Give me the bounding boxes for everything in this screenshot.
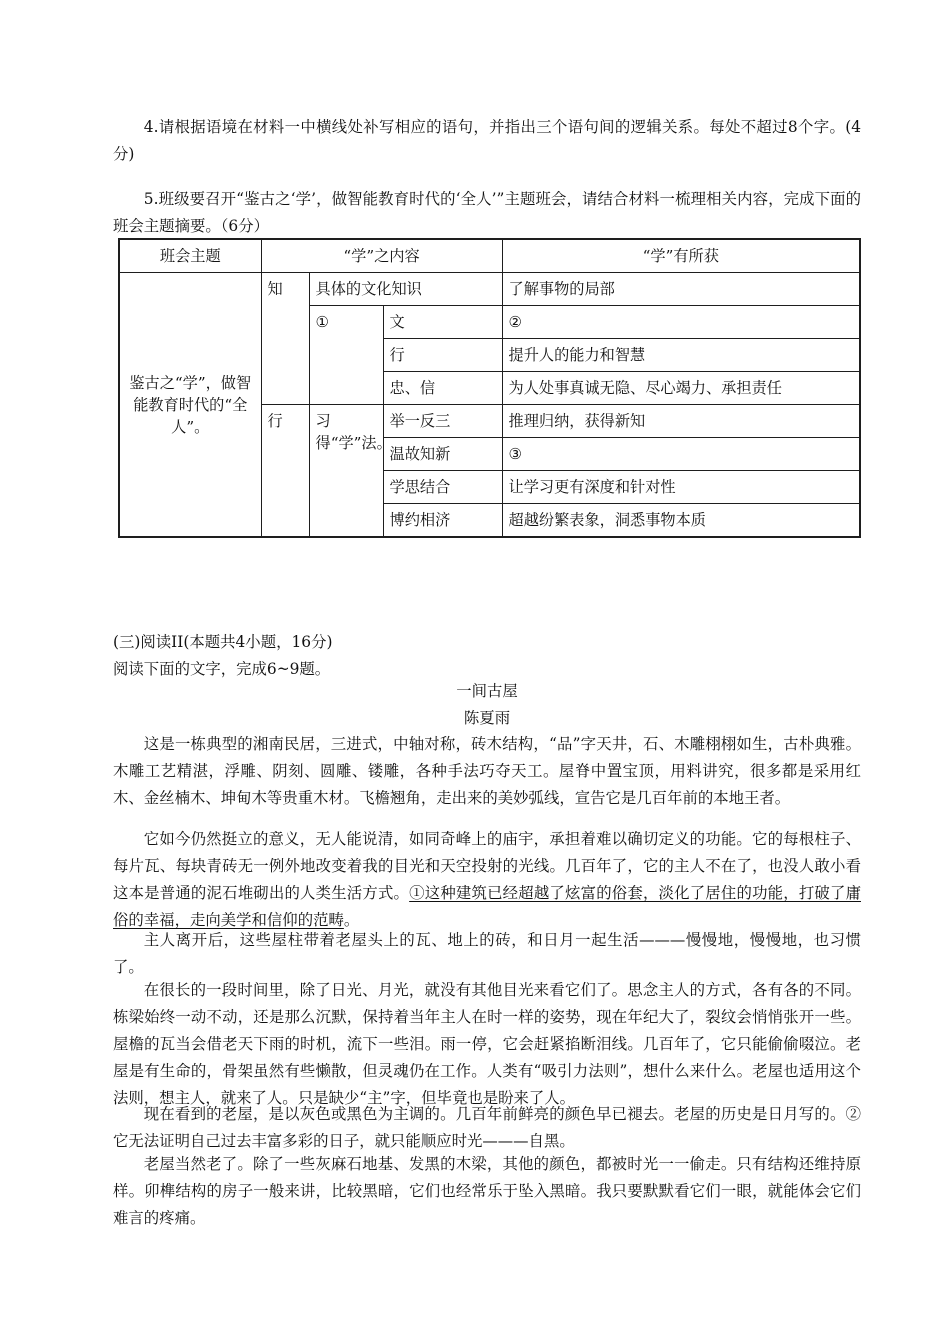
gain-cell: 了解事物的局部 xyxy=(502,273,860,306)
theme-cell: 鉴古之“学”，做智能教育时代的“全人”。 xyxy=(119,273,261,538)
article-title: 一间古屋 xyxy=(456,682,518,700)
xing-cell: 行 xyxy=(261,405,309,538)
blank-1-cell: ① xyxy=(309,306,383,405)
gain-cell: 为人处事真诚无隐、尽心竭力、承担责任 xyxy=(502,372,860,405)
section-heading: (三)阅读II(本题共4小题，16分) xyxy=(113,633,333,651)
content-cell: 举一反三 xyxy=(383,405,502,438)
gain-cell: 推理归纳，获得新知 xyxy=(502,405,860,438)
header-content: “学”之内容 xyxy=(261,239,502,273)
content-cell: 忠、信 xyxy=(383,372,502,405)
blank-3-cell: ③ xyxy=(502,438,860,471)
question-4: 4.请根据语境在材料一中横线处补写相应的语句，并指出三个语句间的逻辑关系。每处不超过8个字。(4分) xyxy=(113,118,861,163)
paragraph-2-end: 。 xyxy=(343,911,360,929)
section-instruction: 阅读下面的文字，完成6~9题。 xyxy=(113,660,331,678)
table-header-row xyxy=(119,239,860,273)
gain-cell: 超越纷繁表象，洞悉事物本质 xyxy=(502,504,860,538)
article-paragraph-6: 老屋当然老了。除了一些灰麻石地基、发黑的木梁，其他的颜色，都被时光一一偷走。只有结构还维持原样。卯榫结构的房子一般来讲，比较黑暗，它们也经常乐于坠入黑暗。我只要默默看它们一眼，就能体会它们难言的疼痛。 xyxy=(113,1155,861,1227)
method-cell: 习得“学”法。 xyxy=(309,405,383,538)
article-paragraph-2 xyxy=(113,826,861,934)
underlined-sentence-1: ①这种建筑已经超越了炫富的俗套，淡化了居住的功能，打破了庸俗的幸福，走向美学和信仰的范畴 xyxy=(113,884,861,929)
article-paragraph-4: 在很长的一段时间里，除了日光、月光，就没有其他目光来看它们了。思念主人的方式，各有各的不同。栋梁始终一动不动，还是那么沉默，保持着当年主人在时一样的姿势，现在年纪大了，裂纹会悄悄张开一些。屋檐的瓦当会借老天下雨的时机，流下一些泪。雨一停，它会赶紧掐断泪线。几百年了，它只能偷偷啜泣。老屋是有生命的，骨架虽然有些懒散，但灵魂仍在工作。人类有“吸引力法则”，想什么来什么。老屋也适用这个法则，想主人，就来了人。只是缺少“主”字，但毕竟也是盼来了人。 xyxy=(113,981,861,1107)
gain-cell: 让学习更有深度和针对性 xyxy=(502,471,860,504)
content-cell: 温故知新 xyxy=(383,438,502,471)
article-paragraph-1: 这是一栋典型的湘南民居，三进式，中轴对称，砖木结构，“品”字天井，石、木雕栩栩如生，古朴典雅。木雕工艺精湛，浮雕、阴刻、圆雕、镂雕，各种手法巧夺天工。屋脊中置宝顶，用料讲究，很多都是采用红木、金丝楠木、坤甸木等贵重木材。飞檐翘角，走出来的美妙弧线，宣告它是几百年前的本地王者。 xyxy=(113,735,861,807)
content-cell: 文 xyxy=(383,306,502,339)
content-cell: 具体的文化知识 xyxy=(309,273,502,306)
gain-cell: 提升人的能力和智慧 xyxy=(502,339,860,372)
class-meeting-summary-table xyxy=(118,238,861,538)
article-author: 陈夏雨 xyxy=(463,709,511,727)
content-cell: 行 xyxy=(383,339,502,372)
content-cell: 学思结合 xyxy=(383,471,502,504)
article-paragraph-3: 主人离开后，这些屋柱带着老屋头上的瓦、地上的砖，和日月一起生活———慢慢地，慢慢地，也习惯了。 xyxy=(113,931,861,976)
header-gain: “学”有所获 xyxy=(502,239,860,273)
article-paragraph-5: 现在看到的老屋，是以灰色或黑色为主调的。几百年前鲜亮的颜色早已褪去。老屋的历史是日月写的。②它无法证明自己过去丰富多彩的日子，就只能顺应时光———自黑。 xyxy=(113,1105,861,1150)
question-5: 5.班级要召开“鉴古之‘学’，做智能教育时代的‘全人’”主题班会，请结合材料一梳理相关内容，完成下面的班会主题摘要。（6分） xyxy=(113,190,861,235)
zhi-cell: 知 xyxy=(261,273,309,405)
content-cell: 博约相济 xyxy=(383,504,502,538)
paragraph-2-text: 它如今仍然挺立的意义，无人能说清，如同奇峰上的庙宇，承担着难以确切定义的功能。它的每根柱子、每片瓦、每块青砖无一例外地改变着我的目光和天空投射的光线。几百年了，它的主人不在了，也没人敢小看这本是普通的泥石堆砌出的人类生活方式。 xyxy=(113,830,861,902)
blank-2-cell: ② xyxy=(502,306,860,339)
header-theme: 班会主题 xyxy=(119,239,261,273)
table-row xyxy=(119,273,860,306)
